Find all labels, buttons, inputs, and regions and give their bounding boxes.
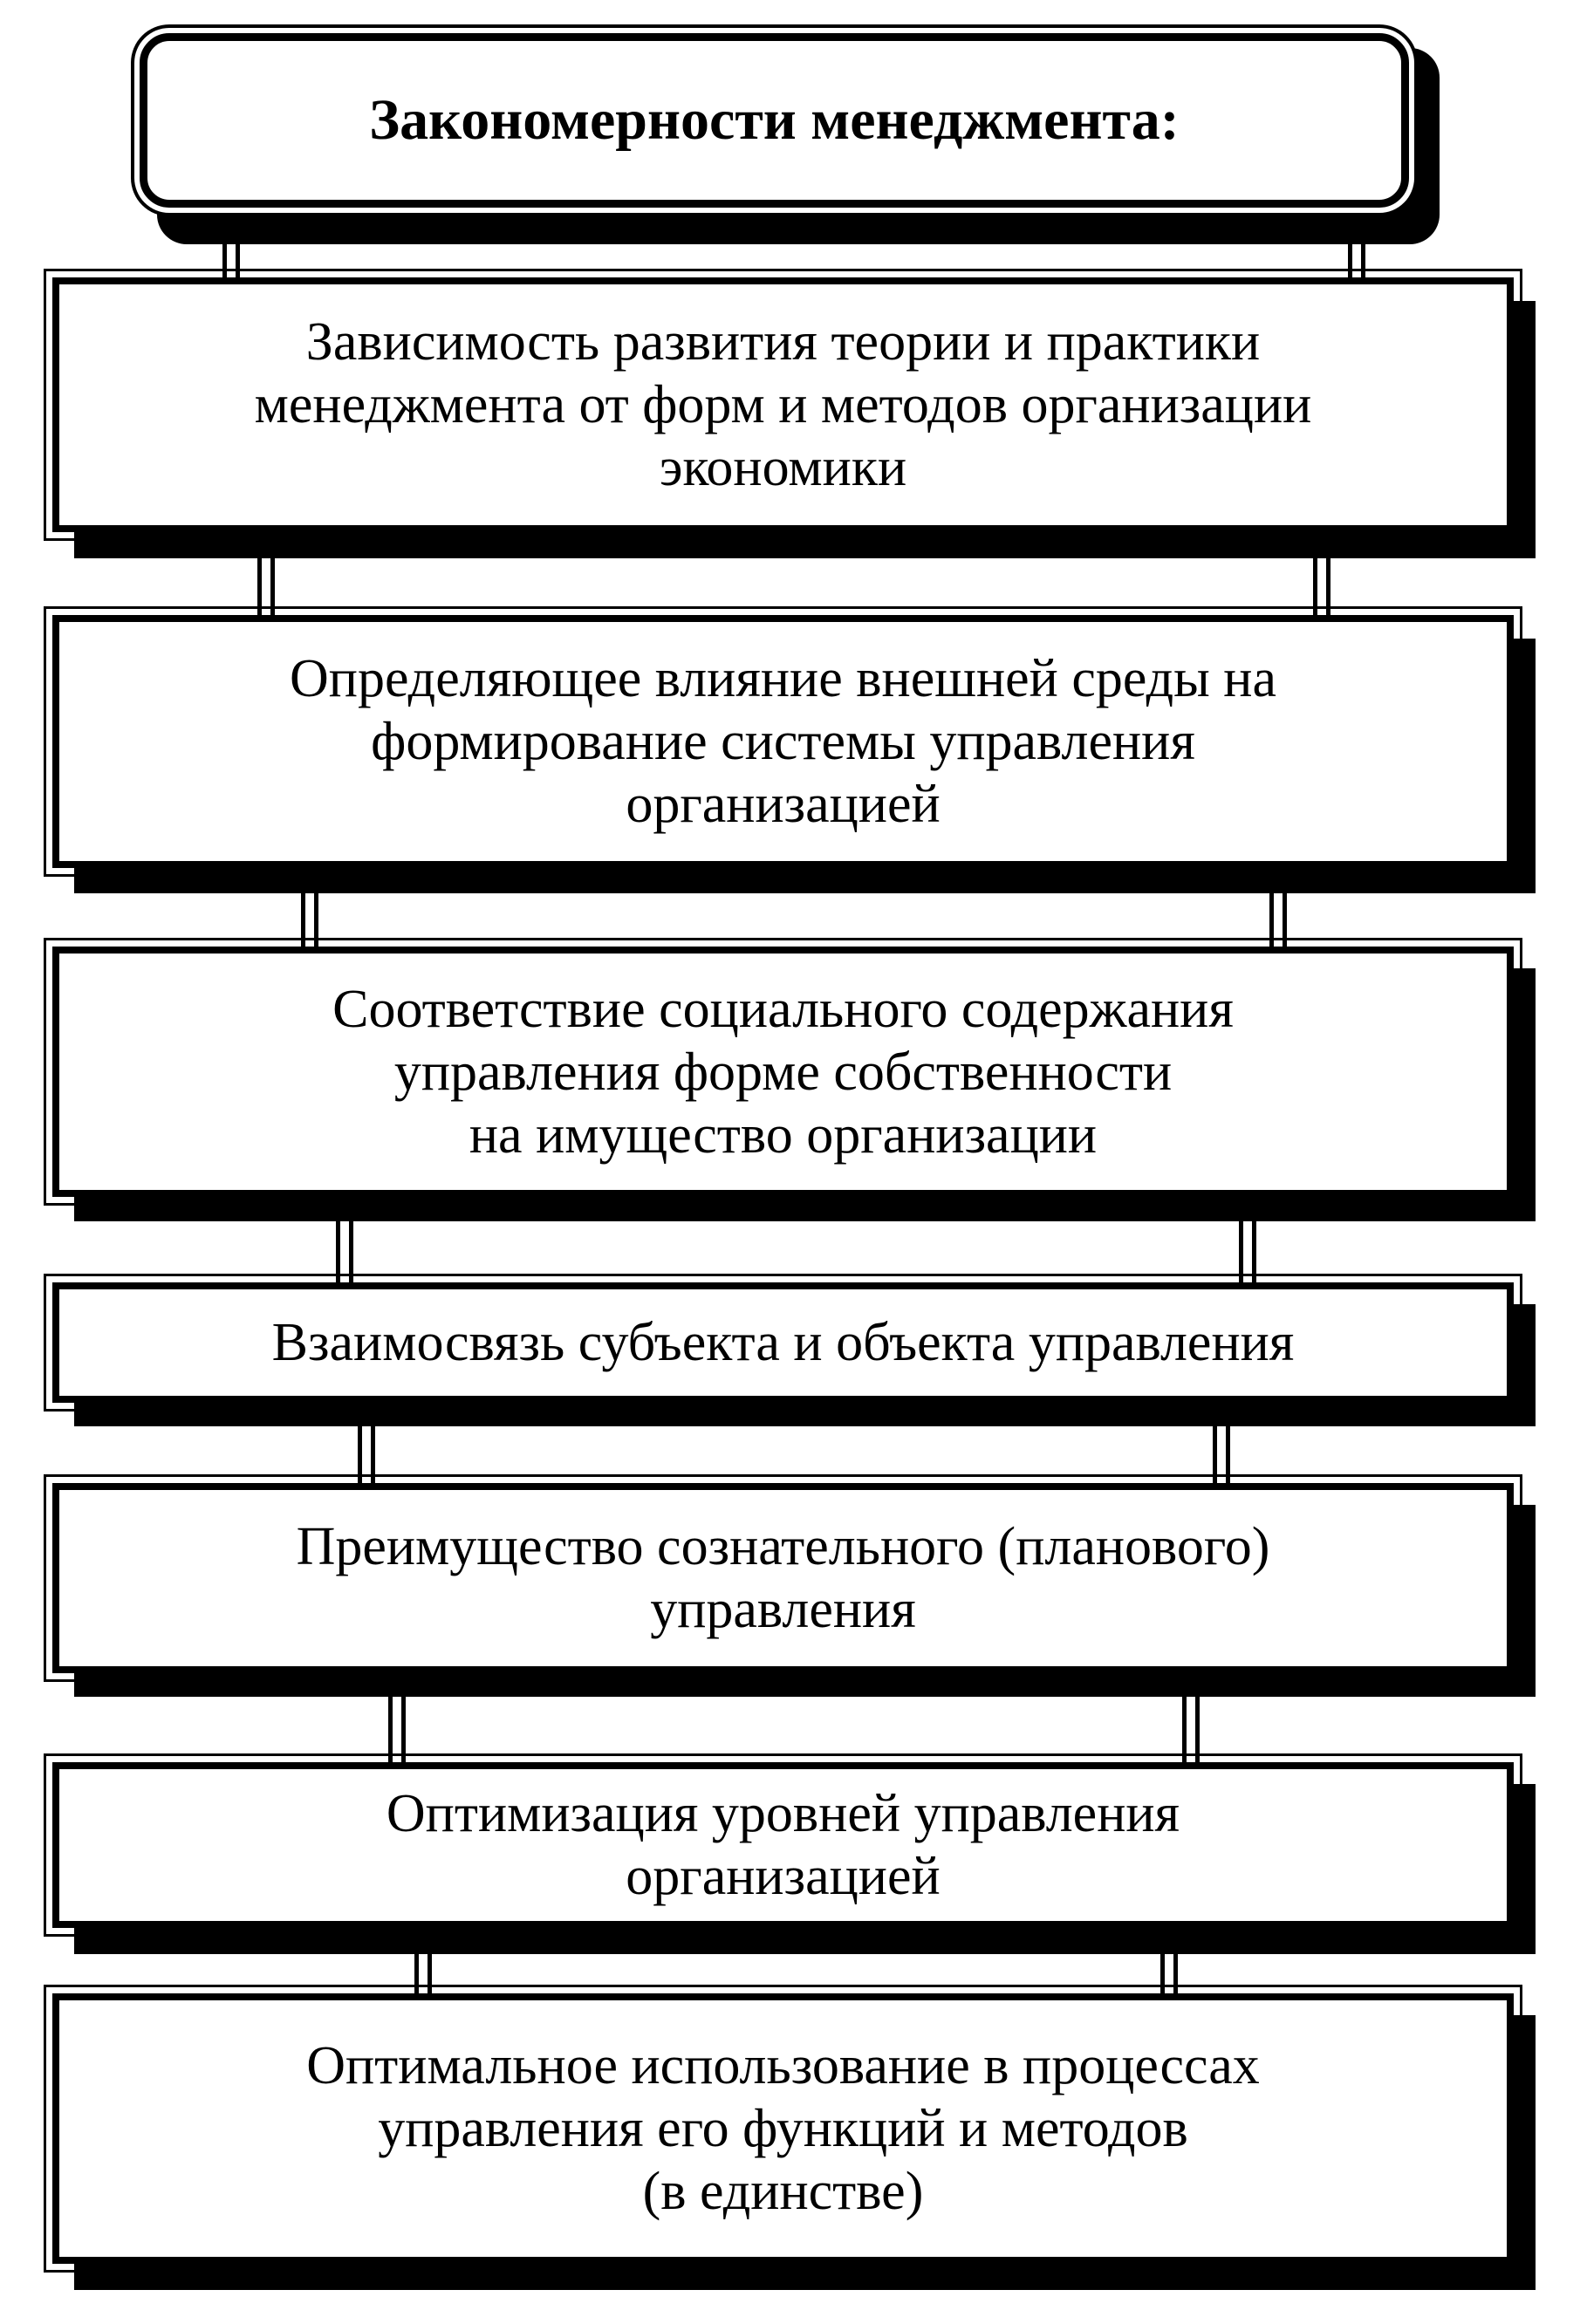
title-text: Закономерности менеджмента: xyxy=(369,88,1180,152)
law-text-7: Оптимальное использование в процессах управления его функций и методов (в единстве) xyxy=(306,2036,1260,2221)
law-box-6 xyxy=(52,1762,1514,1928)
law-text-2: Определяющее влияние внешней среды на формирование системы управления организацией xyxy=(290,649,1276,834)
law-text-1: Зависимость развития теории и практики менеджмента от форм и методов организации экономики xyxy=(254,312,1312,497)
title-box xyxy=(140,33,1409,208)
law-box-2 xyxy=(52,615,1514,868)
law-text-3: Соответствие социального содержания управления форме собственности на имущество организации xyxy=(332,979,1234,1165)
law-box-5 xyxy=(52,1483,1514,1673)
law-box-3 xyxy=(52,947,1514,1197)
law-box-4 xyxy=(52,1282,1514,1403)
law-text-4: Взаимосвязь субъекта и объекта управления xyxy=(271,1313,1295,1372)
law-box-7 xyxy=(52,1993,1514,2264)
law-box-1 xyxy=(52,277,1514,532)
law-text-5: Преимущество сознательного (планового) управления xyxy=(296,1517,1270,1639)
law-text-6: Оптимизация уровней управления организацией xyxy=(386,1784,1180,1906)
